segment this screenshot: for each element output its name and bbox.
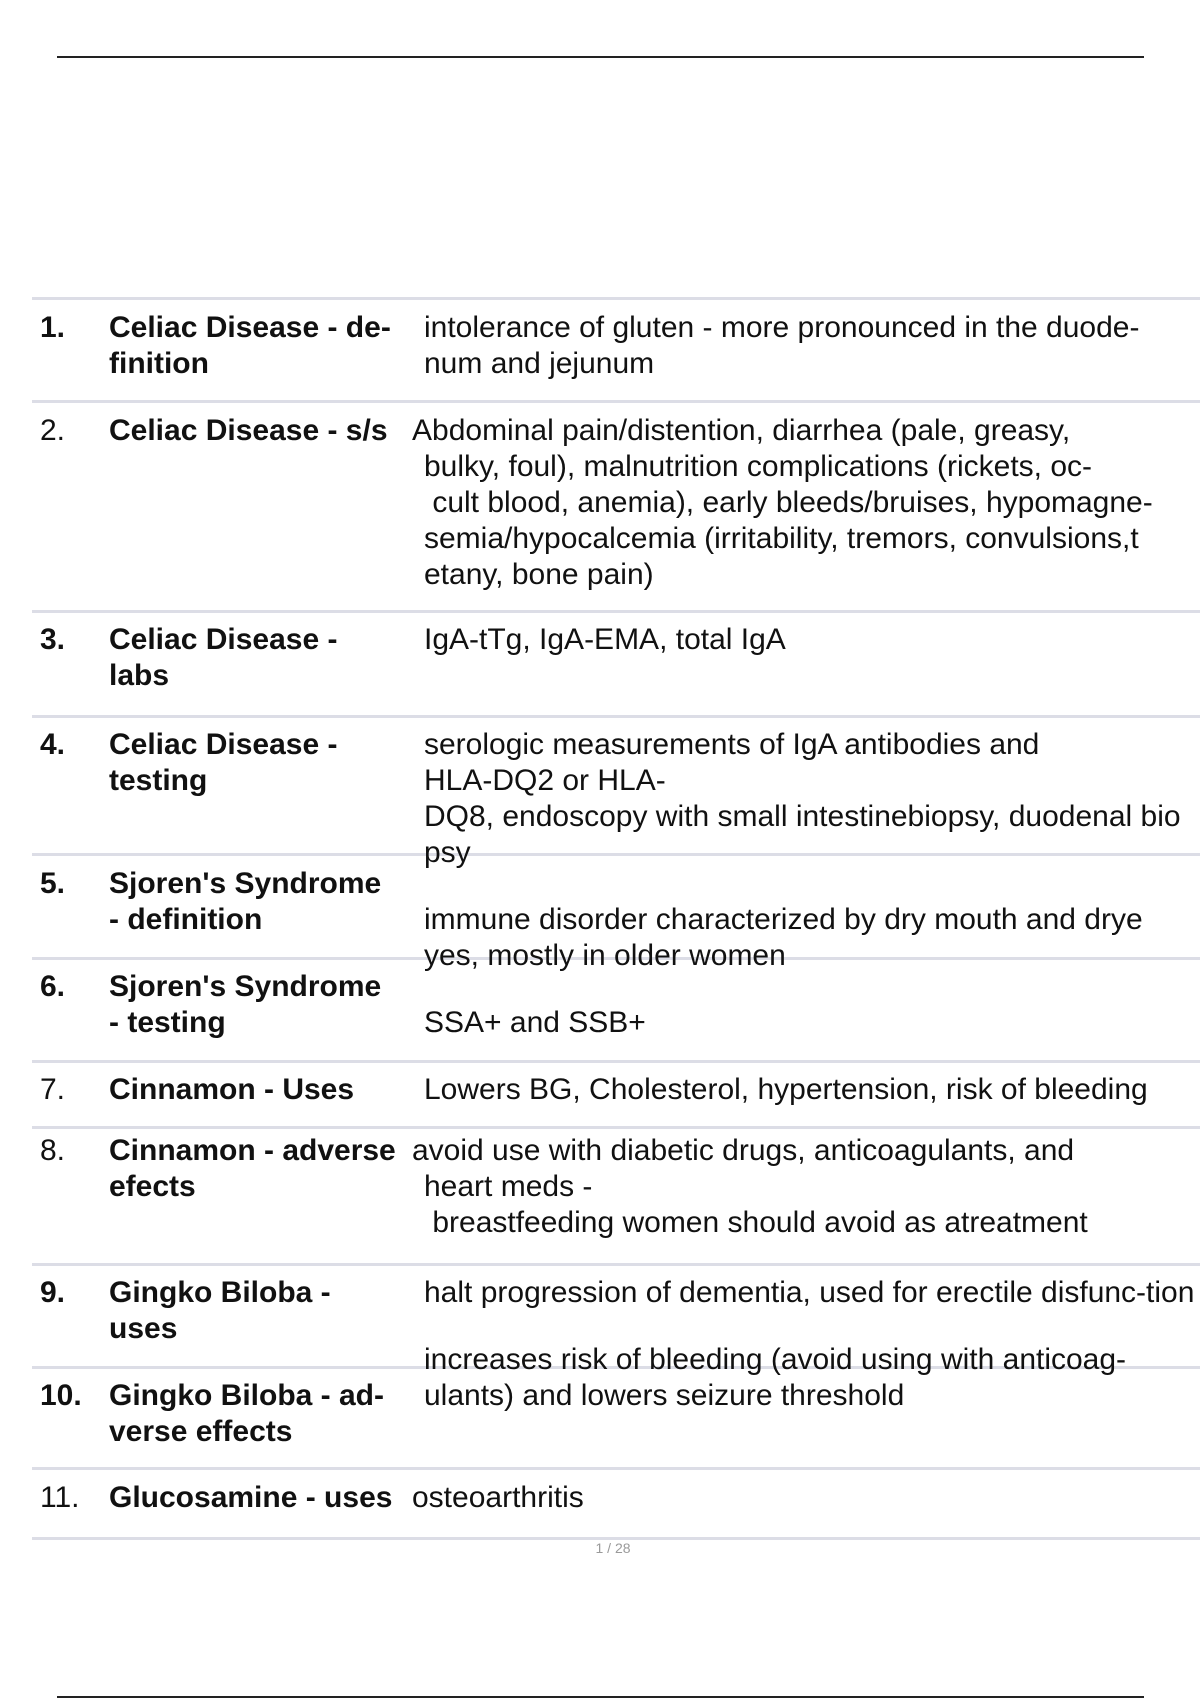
entry-term: labs	[109, 659, 170, 692]
entry-definition: serologic measurements of IgA antibodies and	[424, 728, 1040, 761]
row-separator	[32, 400, 1200, 403]
entry-term: Glucosamine - uses	[109, 1481, 393, 1514]
entry-definition: intolerance of gluten - more pronounced in the duode-	[424, 311, 1140, 344]
row-separator	[32, 1467, 1200, 1470]
entry-term: Gingko Biloba -	[109, 1276, 331, 1309]
entry-term: Celiac Disease - de-	[109, 311, 391, 344]
entry-number: 4.	[40, 728, 66, 761]
entry-term: - testing	[109, 1006, 226, 1039]
bottom-rule	[57, 1696, 1144, 1698]
entry-definition: HLA-DQ2 or HLA-	[424, 764, 666, 797]
entry-term: testing	[109, 764, 208, 797]
entry-definition: semia/hypocalcemia (irritability, tremors, convulsions,t	[424, 522, 1139, 555]
entry-definition: DQ8, endoscopy with small intestinebiopsy, duodenal bio	[424, 800, 1181, 833]
entry-number: 1.	[40, 311, 66, 344]
entry-term: Gingko Biloba - ad-	[109, 1379, 384, 1412]
row-separator	[32, 853, 1200, 856]
entry-term: uses	[109, 1312, 178, 1345]
entry-number: 8.	[40, 1134, 66, 1167]
entry-term: efects	[109, 1170, 196, 1203]
entry-definition: etany, bone pain)	[424, 558, 654, 591]
entry-definition: psy	[424, 836, 471, 869]
entry-definition: breastfeeding women should avoid as atreatment	[424, 1206, 1088, 1239]
entry-term: Cinnamon - adverse	[109, 1134, 396, 1167]
entry-term: finition	[109, 347, 209, 380]
entry-number: 2.	[40, 414, 66, 447]
entry-term: - definition	[109, 903, 263, 936]
entry-number: 10.	[40, 1379, 82, 1412]
entry-number: 11.	[40, 1481, 80, 1514]
entry-term: Celiac Disease - s/s	[109, 414, 388, 447]
top-rule	[57, 56, 1144, 58]
entry-definition: osteoarthritis	[412, 1481, 584, 1514]
entry-number: 6.	[40, 970, 66, 1003]
entry-term: Cinnamon - Uses	[109, 1073, 355, 1106]
entry-definition: SSA+ and SSB+	[424, 1006, 646, 1039]
entry-term: Celiac Disease -	[109, 728, 338, 761]
entry-definition: Lowers BG, Cholesterol, hypertension, risk of bleeding	[424, 1073, 1148, 1106]
entry-number: 7.	[40, 1073, 66, 1106]
entry-number: 5.	[40, 867, 66, 900]
entry-definition: yes, mostly in older women	[424, 939, 786, 972]
entry-definition: increases risk of bleeding (avoid using with anticoag-	[424, 1343, 1127, 1376]
row-separator	[32, 1263, 1200, 1266]
entry-term: Sjoren's Syndrome	[109, 867, 382, 900]
row-separator	[32, 1060, 1200, 1063]
page-indicator: 1 / 28	[595, 1540, 631, 1556]
entry-definition: Abdominal pain/distention, diarrhea (pale, greasy,	[412, 414, 1071, 447]
entry-definition: heart meds -	[424, 1170, 593, 1203]
entry-term: verse effects	[109, 1415, 293, 1448]
row-separator	[32, 610, 1200, 613]
entry-number: 9.	[40, 1276, 66, 1309]
entry-term: Celiac Disease -	[109, 623, 338, 656]
entry-term: Sjoren's Syndrome	[109, 970, 382, 1003]
entry-definition: num and jejunum	[424, 347, 655, 380]
row-separator	[32, 715, 1200, 718]
entry-definition: halt progression of dementia, used for erectile disfunc-tion	[424, 1276, 1195, 1309]
row-separator	[32, 1126, 1200, 1129]
entry-number: 3.	[40, 623, 66, 656]
entry-definition: avoid use with diabetic drugs, anticoagulants, and	[412, 1134, 1075, 1167]
entry-definition: bulky, foul), malnutrition complications (rickets, oc-	[424, 450, 1092, 483]
entry-definition: IgA-tTg, IgA-EMA, total IgA	[424, 623, 786, 656]
entry-definition: cult blood, anemia), early bleeds/bruises, hypomagne-	[424, 486, 1153, 519]
entry-definition: ulants) and lowers seizure threshold	[424, 1379, 905, 1412]
entry-definition: immune disorder characterized by dry mouth and drye	[424, 903, 1143, 936]
row-separator	[32, 297, 1200, 300]
